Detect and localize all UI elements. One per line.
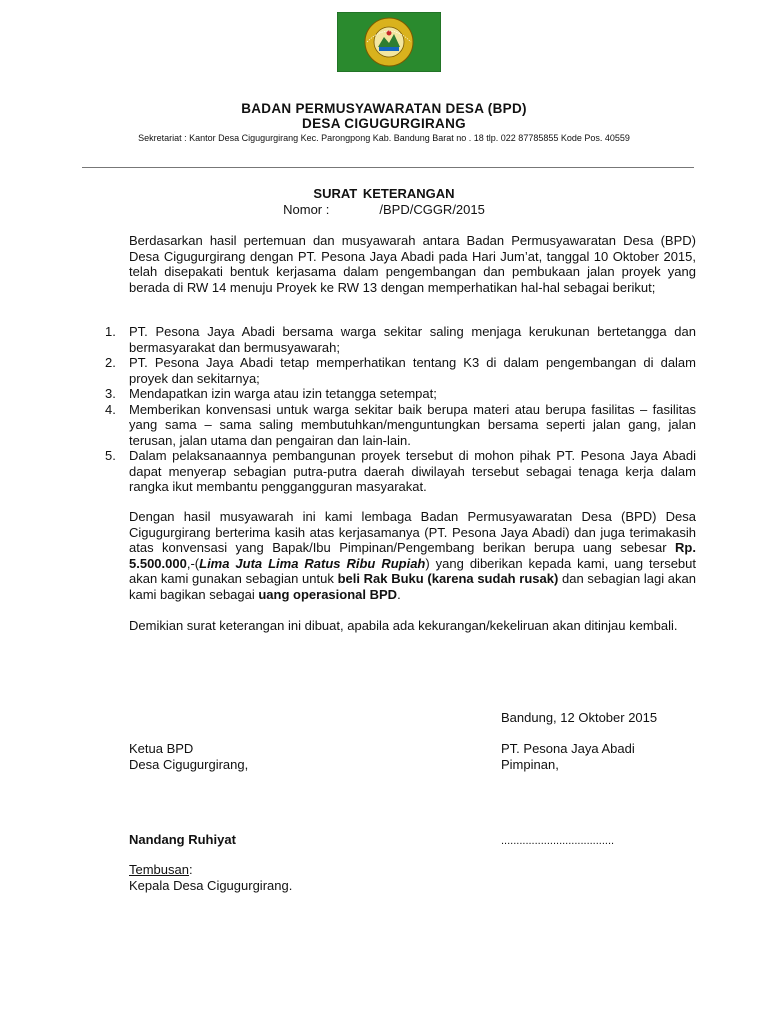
right-signatory-role: Pimpinan, [501,757,559,772]
right-signature-line: ..................................... [501,835,615,847]
list-item [105,401,696,449]
cc-recipient: Kepala Desa Cigugurgirang. [129,878,293,893]
right-signatory-org: PT. Pesona Jaya Abadi [501,741,635,756]
usage-bookshelf: beli Rak Buku (karena sudah rusak) [337,571,559,586]
left-signatory-role: Ketua BPD [129,741,194,756]
list-text: PT. Pesona Jaya Abadi tetap memperhatikan tentang K3 di dalam pengembangan di dalam proyek dan sekitarnya; [129,355,696,386]
list-number: 2. [105,355,116,370]
header-divider [82,167,694,168]
place-date: Bandung, 12 Oktober 2015 [501,710,658,725]
left-signatory-name: Nandang Ruhiyat [129,832,236,847]
points-list [105,324,696,495]
amount-in-words: Lima Juta Lima Ratus Ribu Rupiah [199,555,426,571]
cc-heading [129,862,193,878]
nomor-value: /BPD/CGGR/2015 [379,202,485,217]
secretariat-address: Sekretariat : Kantor Desa Cigugurgirang Kec. Parongpong Kab. Bandung Barat no . 18 tlp. 022 87785855 Kode Pos. 40559 [138,133,630,143]
left-signatory-org: Desa Cigugurgirang, [129,757,249,772]
nomor-label: Nomor : [283,202,330,217]
list-text: Memberikan konvensasi untuk warga sekitar baik berupa materi atau berupa fasilitas – fasilitas yang sama – sama saling membutuhkan/menguntungkan bersama seperti jalan gang, jalan terusan, jalan utama dan pengairan dan lain-lain. [129,401,696,448]
list-number: 3. [105,386,116,401]
list-item [105,355,696,386]
bpd-logo [337,12,441,72]
list-number: 4. [105,401,116,417]
para-text: ) yang diberikan kepada kami, uang tersebut akan kami gunakan sebagian untuk [129,555,697,586]
para-text: Dengan hasil musyawarah ini kami lembaga Badan Permusyawaratan Desa (BPD) Desa Cigugurgirang berterima kasih atas kerjasamanya (PT. Pesona Jaya Abadi) dan juga terimakasih atas konvensasi yang Bapak/Ibu Pimpinan/Pengembang berikan berupa uang sebesar [129,509,696,555]
para-text: dan sebagian lagi akan kami bagikan sebagai [129,571,696,602]
letter-number [0,202,768,217]
list-item [105,448,696,495]
list-item [105,324,696,355]
compensation-paragraph [129,509,696,602]
list-text: Dalam pelaksanaannya pembangunan proyek tersebut di mohon pihak PT. Pesona Jaya Abadi dapat menyerap sebagian putra-putra daerah diwilayah tersebut sebagai tenaga kerja dalam rangka ikut membantu penggangguran masyarakat. [129,448,696,494]
list-text: Mendapatkan izin warga atau izin tetangga setempat; [129,386,437,401]
closing-paragraph: Demikian surat keterangan ini dibuat, apabila ada kekurangan/kekeliruan akan ditinjau kembali. [129,618,678,633]
list-item [105,386,696,402]
cc-label: Tembusan [129,862,189,877]
usage-operational: uang operasional BPD [258,586,398,602]
cc-colon: : [188,862,193,877]
intro-paragraph: Berdasarkan hasil pertemuan dan musyawarah antara Badan Permusyawaratan Desa (BPD) Desa Cigugurgirang dengan PT. Pesona Jaya Abadi pada Hari Jum’at, tanggal 10 Oktober 2015, telah disepakati bentuk kerjasama dalam pengembangan dan pembukaan jalan proyek yang berada di RW 14 menuju Proyek ke RW 13 dengan memperhatikan hal-hal sebagai berikut; [129,233,696,295]
amount: Rp. 5.500.000 [129,540,696,571]
letter-title: SURAT KETERANGAN [313,186,455,201]
list-number: 5. [105,448,116,463]
list-text: PT. Pesona Jaya Abadi bersama warga sekitar saling menjaga kerukunan bertetangga dan bermasyarakat dan bermusyawarah; [129,324,696,355]
para-text: ,-( [186,555,200,571]
para-text: . [397,586,401,602]
list-number: 1. [105,324,116,339]
village-name: DESA CIGUGURGIRANG [302,116,466,131]
org-name: BADAN PERMUSYAWARATAN DESA (BPD) [241,101,527,116]
